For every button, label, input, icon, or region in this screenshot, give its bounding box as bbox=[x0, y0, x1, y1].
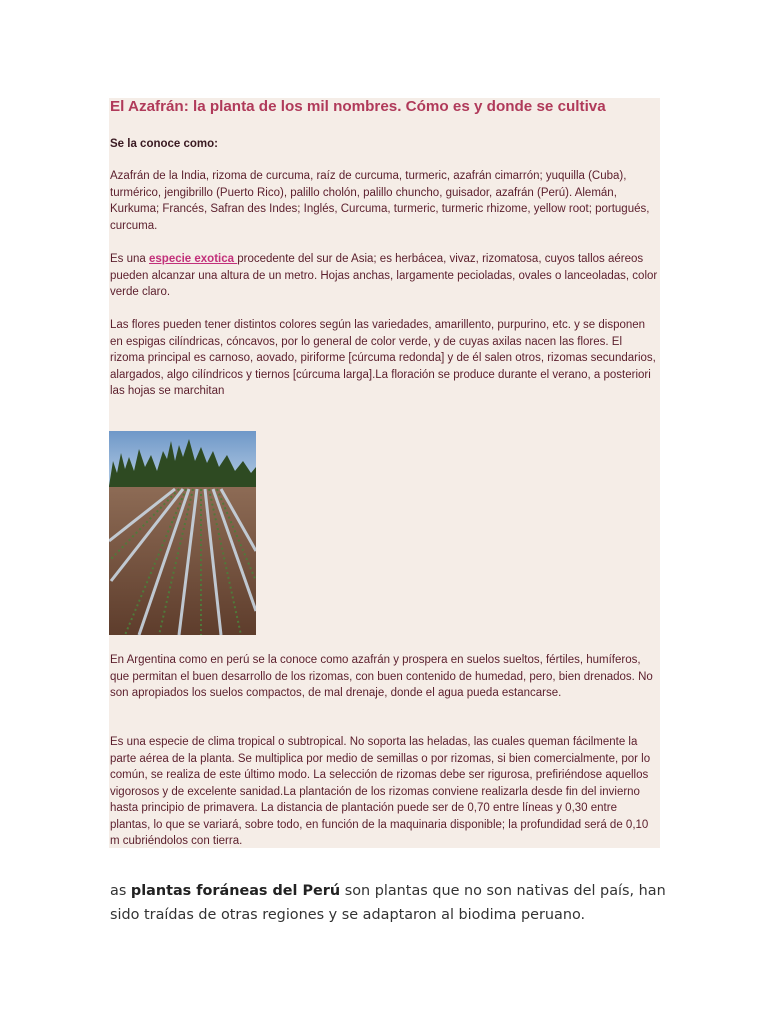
para-text: Es una bbox=[110, 253, 149, 265]
paragraph-flowers: Las flores pueden tener distintos colores según las variedades, amarillento, purpurino, etc. y se disponen en espigas cilíndricas, cóncavos, por lo general de color verde, y de cuyas axilas nacen las flores. El rizoma principal es carnoso, aovado, piriforme [cúrcuma redonda] y de él salen otros, rizomas secundarios, alargados, algo cilíndricos y tiernos [cúrcuma larga].La floración se produce durante el verano, a posteriori las hojas se marchitan bbox=[110, 319, 656, 397]
footer-paragraph bbox=[110, 879, 670, 927]
paragraph-description bbox=[110, 251, 658, 301]
footer-bold-term: plantas foráneas del Perú bbox=[130, 883, 341, 899]
paragraph-names: Azafrán de la India, rizoma de curcuma, raíz de curcuma, turmeric, azafrán cimarrón; yuquilla (Cuba), turmérico, jengibrillo (Puerto Rico), palillo cholón, palillo chuncho, guisador, azafrán (Perú). Alemán, Kurkuma; Francés, Safran des Indes; Inglés, Curcuma, turmeric, turmeric rhizome, yellow root; portugués, curcuma. bbox=[110, 170, 650, 232]
especie-exotica-link[interactable]: especie exotica bbox=[149, 253, 238, 265]
para-text: procedente del sur de Asia; es herbácea, vivaz, rizomatosa, cuyos tallos aéreos pueden alcanzar una altura de un metro. Hojas anchas, largamente pecioladas, ovales o lanceoladas, color verde claro. bbox=[110, 253, 658, 298]
footer-text: as bbox=[110, 883, 131, 899]
paragraph-argentina: En Argentina como en perú se la conoce como azafrán y prospera en suelos sueltos, fértiles, humíferos, que permitan el buen desarrollo de los rizomas, con buen contenido de humedad, pero, bien drenados. No son apropiados los suelos compactos, de mal drenaje, donde el agua pueda estancarse. bbox=[110, 654, 653, 699]
footer-text: son plantas que no son nativas del país, han sido traídas de otras regiones y se adaptaron al biodima peruano. bbox=[110, 883, 666, 923]
turmeric-field-photo bbox=[109, 431, 256, 635]
paragraph-climate: Es una especie de clima tropical o subtropical. No soporta las heladas, las cuales queman fácilmente la parte aérea de la planta. Se multiplica por medio de semillas o por rizomas, si bien comercialmente, por lo común, se realiza de este último modo. La selección de rizomas debe ser rigurosa, prefiriéndose aquellos vigorosos y de excelente sanidad.La plantación de los rizomas conviene realizarla desde fin del invierno hasta principio de primavera. La distancia de plantación puede ser de 0,70 entre líneas y 0,30 entre plantas, lo que se variará, sobre todo, en función de la maquinaria disponible; la profundidad será de 0,10 m cubriéndolos con tierra. bbox=[110, 736, 651, 847]
article-title: El Azafrán: la planta de los mil nombres. Cómo es y donde se cultiva bbox=[110, 98, 606, 115]
article-subtitle: Se la conoce como: bbox=[110, 138, 219, 150]
